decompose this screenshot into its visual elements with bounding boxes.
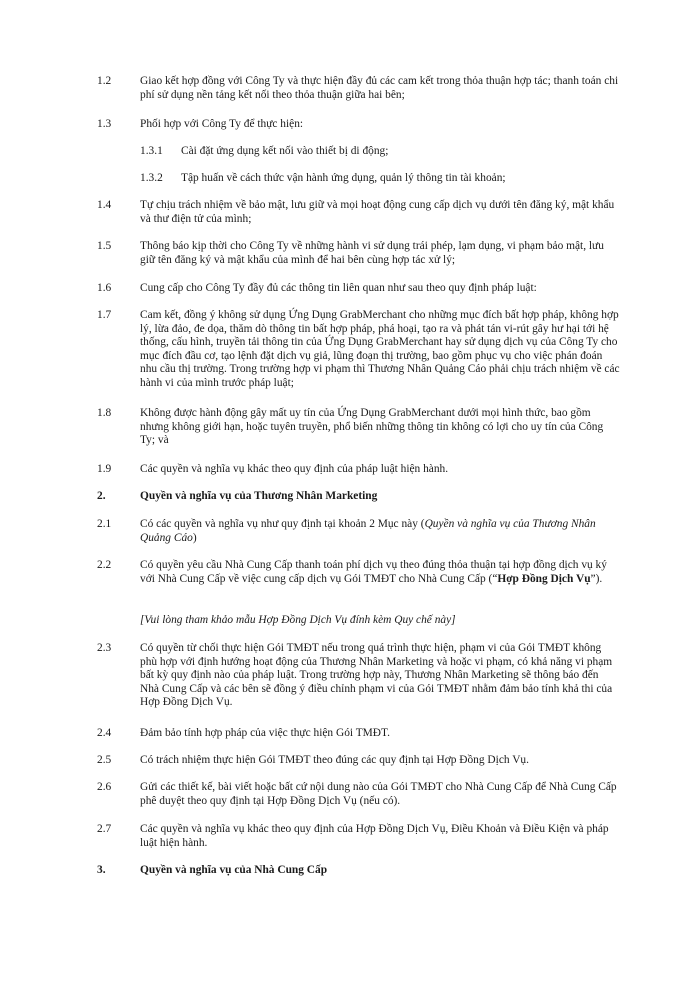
section-title: Quyền và nghĩa vụ của Thương Nhân Marketing: [140, 490, 378, 502]
clause-text-part: Có quyền yêu cầu Nhà Cung Cấp thanh toán phí dịch vụ theo đúng thỏa thuận tại hợp đồng dịch vụ ký với Nhà Cung Cấp về việc cung cấp dịch vụ Gói TMĐT cho Nhà Cung Cấp (“: [140, 559, 607, 585]
clause-text: Đảm bảo tính hợp pháp của việc thực hiện Gói TMĐT.: [140, 727, 390, 739]
clause-text: [140, 559, 620, 586]
clause-number: 2.7: [97, 823, 112, 835]
section-number: 2.: [97, 490, 106, 502]
clause-text: Phối hợp với Công Ty để thực hiện:: [140, 118, 304, 130]
clause-text: Có trách nhiệm thực hiện Gói TMĐT theo đúng các quy định tại Hợp Đồng Dịch Vụ.: [140, 754, 529, 766]
clause-number: 1.9: [97, 463, 112, 475]
clause-number: 2.1: [97, 518, 112, 530]
clause-text: Cung cấp cho Công Ty đầy đủ các thông tin liên quan như sau theo quy định pháp luật:: [140, 282, 537, 294]
clause-text: Gửi các thiết kế, bài viết hoặc bất cứ nội dung nào của Gói TMĐT cho Nhà Cung Cấp để Nhà Cung Cấp phê duyệt theo quy định tại Hợp Đồng Dịch Vụ (nếu có).: [140, 781, 617, 807]
section-title: Quyền và nghĩa vụ của Nhà Cung Cấp: [140, 864, 328, 876]
note-text: [Vui lòng tham khảo mẫu Hợp Đồng Dịch Vụ đính kèm Quy chế này]: [140, 614, 456, 626]
clause-text-part: Có các quyền và nghĩa vụ như quy định tại khoản 2 Mục này (: [140, 518, 425, 530]
clause-number: 1.7: [97, 309, 112, 321]
section-number: 3.: [97, 864, 106, 876]
clause-number: 1.8: [97, 407, 112, 419]
clause-number: 1.3.1: [140, 145, 163, 157]
clause-number: 2.6: [97, 781, 112, 793]
clause-number: 1.6: [97, 282, 112, 294]
clause-text: Tự chịu trách nhiệm về bảo mật, lưu giữ và mọi hoạt động cung cấp dịch vụ dưới tên đăng ký, mật khẩu và thư điện tử của mình;: [140, 199, 615, 225]
clause-text: Có quyền từ chối thực hiện Gói TMĐT nếu trong quá trình thực hiện, phạm vi của Gói TMĐT không phù hợp với định hướng hoạt động của Thương Nhân Marketing và hoặc vi phạm, có khả năng vi phạm bất kỳ quy định nào của pháp luật. Trong trường hợp này, Thương Nhân Marketing sẽ thông báo đến Nhà Cung Cấp và các bên sẽ đồng ý điều chỉnh phạm vi của Gói TMĐT nhằm đảm bảo tính khả thi của Hợp Đồng Dịch Vụ.: [140, 642, 613, 709]
clause-number: 1.4: [97, 199, 112, 211]
clause-text: [140, 518, 620, 545]
clause-number: 1.2: [97, 75, 112, 87]
clause-number: 2.4: [97, 727, 112, 739]
defined-term: Hợp Đồng Dịch Vụ: [497, 572, 591, 585]
clause-text-italic: Quyền và nghĩa vụ của Thương Nhân Quảng Cáo: [140, 518, 596, 544]
clause-text: Tập huấn về cách thức vận hành ứng dụng, quản lý thông tin tài khoản;: [181, 172, 506, 184]
clause-text: Các quyền và nghĩa vụ khác theo quy định của Hợp Đồng Dịch Vụ, Điều Khoản và Điều Kiện và pháp luật hiện hành.: [140, 823, 609, 849]
clause-number: 1.5: [97, 240, 112, 252]
clause-text-part: ): [192, 531, 197, 544]
clause-number: 2.2: [97, 559, 112, 571]
clause-text: Giao kết hợp đồng với Công Ty và thực hiện đầy đủ các cam kết trong thỏa thuận hợp tác; thanh toán chi phí sử dụng nền tảng kết nối theo thỏa thuận giữa hai bên;: [140, 75, 619, 101]
clause-number: 2.3: [97, 642, 112, 654]
clause-text: Cam kết, đồng ý không sử dụng Ứng Dụng GrabMerchant cho những mục đích bất hợp pháp, không hợp lý, lừa đảo, đe dọa, thăm dò thông tin bất hợp pháp, phá hoại, tạo ra và phát tán vi-rút gây hư hại tới hệ thống, cấu hình, truyền tải thông tin của Ứng Dụng GrabMerchant hay sử dụng dịch vụ của Công Ty cho mục đích đầu cơ, tạo lệnh đặt dịch vụ giả, lũng đoạn thị trường, bao gồm phục vụ cho việc phán đoán nhu cầu thị trường. Trong trường hợp vi phạm thì Thương Nhân Quảng Cáo phải chịu trách nhiệm về các hành vi của mình trước pháp luật;: [140, 309, 620, 389]
clause-number: 1.3.2: [140, 172, 163, 184]
clause-text: Cài đặt ứng dụng kết nối vào thiết bị di động;: [181, 145, 389, 157]
clause-text-part: ”).: [590, 572, 603, 585]
clause-text: Không được hành động gây mất uy tín của Ứng Dụng GrabMerchant dưới mọi hình thức, bao gồm nhưng không giới hạn, hoặc tuyên truyền, phổ biến những thông tin không có lợi cho uy tín của Công Ty; và: [140, 407, 604, 447]
clause-text: Các quyền và nghĩa vụ khác theo quy định của pháp luật hiện hành.: [140, 463, 449, 475]
clause-text: Thông báo kịp thời cho Công Ty về những hành vi sử dụng trái phép, lạm dụng, vi phạm bảo mật, lưu giữ tên đăng ký và mật khẩu của mình để hai bên cùng hợp tác xử lý;: [140, 240, 604, 266]
clause-number: 2.5: [97, 754, 112, 766]
clause-number: 1.3: [97, 118, 112, 130]
